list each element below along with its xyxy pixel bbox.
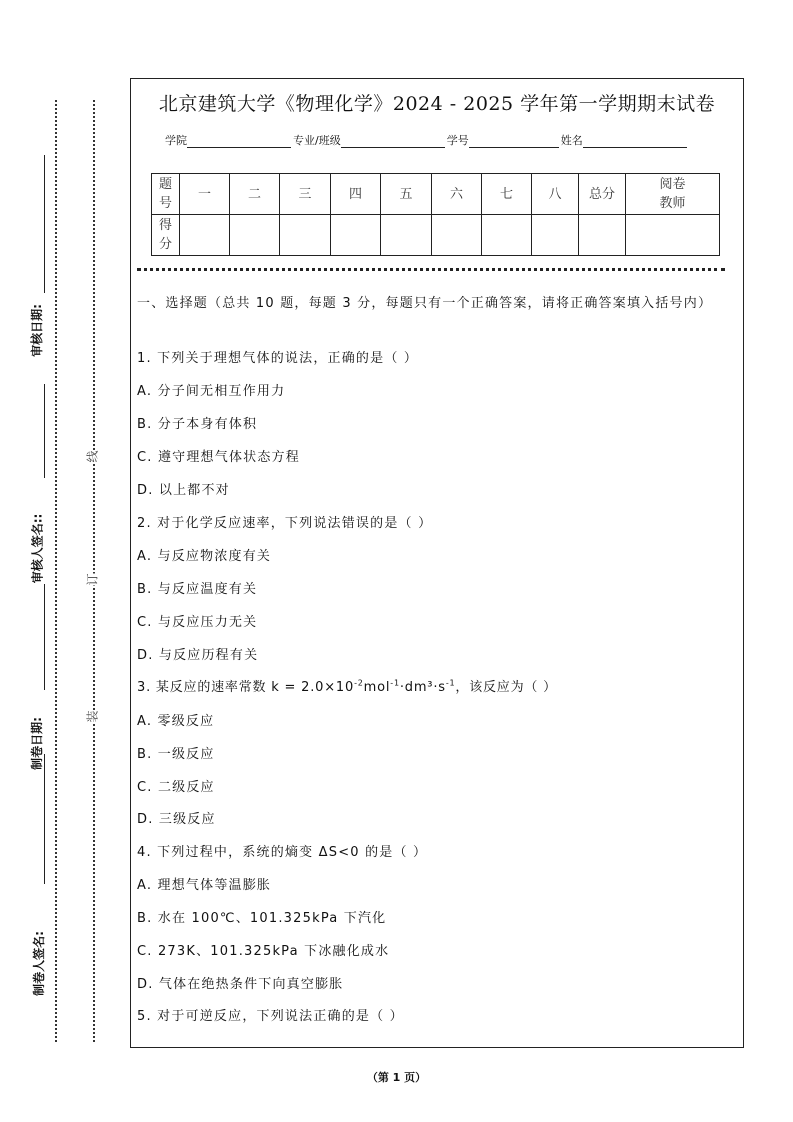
score-cell[interactable]	[230, 215, 280, 256]
dotted-cut-line	[55, 100, 57, 1042]
prepare-date-blank	[44, 584, 45, 690]
option: C. 遵守理想气体状态方程	[137, 450, 300, 465]
table-row	[152, 174, 720, 215]
table-header-cell: 总分	[579, 174, 626, 215]
table-header-cell: 题 号	[152, 174, 180, 215]
table-header-cell: 七	[482, 174, 532, 215]
question-stem: 2. 对于化学反应速率，下列说法错误的是（ ）	[137, 516, 433, 531]
question-stem: 4. 下列过程中，系统的熵变 ΔS<0 的是（ ）	[137, 845, 428, 860]
score-cell[interactable]	[180, 215, 230, 256]
college-field[interactable]	[187, 135, 291, 148]
option: D. 三级反应	[137, 812, 216, 827]
table-header-cell: 八	[532, 174, 579, 215]
preparer-signature-blank	[44, 754, 45, 884]
student-id-label: 学号	[446, 134, 469, 147]
option: B. 分子本身有体积	[137, 417, 258, 432]
score-cell[interactable]	[432, 215, 482, 256]
table-header-cell: 五	[381, 174, 432, 215]
preparer-signature-label: 制卷人签名:	[31, 931, 46, 996]
student-id-field[interactable]	[469, 135, 559, 148]
option: C. 273K、101.325kPa 下冰融化成水	[137, 944, 390, 959]
reviewer-signature-blank	[44, 384, 45, 478]
binding-mark-order: 订	[85, 573, 100, 586]
score-table	[151, 173, 720, 256]
dotted-separator	[137, 268, 725, 271]
review-date-label: 审核日期:	[29, 304, 44, 357]
score-cell[interactable]	[482, 215, 532, 256]
name-label: 姓名	[560, 134, 583, 147]
reviewer-signature-label: 审核人签名::	[30, 513, 45, 584]
table-header-cell: 二	[230, 174, 280, 215]
section-heading: 一、选择题（总共 10 题，每题 3 分，每题只有一个正确答案，请将正确答案填入括号内）	[137, 296, 713, 311]
table-header-cell: 三	[280, 174, 331, 215]
question-stem: 3. 某反应的速率常数 $k = 2.0\times 10^{-2}mol^{-1}\cdot dm^3\cdot s^{-1}$，该反应为（ ）	[137, 678, 557, 695]
option: A. 零级反应	[137, 714, 215, 729]
dotted-binding-line	[93, 100, 95, 1042]
table-header-cell: 四	[331, 174, 381, 215]
table-header-cell: 阅卷 教师	[626, 174, 720, 215]
college-label: 学院	[165, 134, 187, 147]
name-field[interactable]	[583, 135, 687, 148]
option: A. 分子间无相互作用力	[137, 384, 286, 399]
table-row	[152, 215, 720, 256]
question-stem: 1. 下列关于理想气体的说法，正确的是（ ）	[137, 351, 419, 366]
binding-mark-bind: 装	[85, 710, 100, 723]
major-class-field[interactable]	[341, 135, 445, 148]
option: B. 一级反应	[137, 747, 215, 762]
prepare-date-label: 制卷日期:	[29, 717, 44, 770]
exam-title: 北京建筑大学《物理化学》2024 - 2025 学年第一学期期末试卷	[158, 93, 716, 115]
student-info	[165, 132, 689, 148]
option: D. 与反应历程有关	[137, 648, 259, 663]
table-header-cell: 得 分	[152, 215, 180, 256]
score-cell[interactable]	[626, 215, 720, 256]
score-cell[interactable]	[381, 215, 432, 256]
score-cell[interactable]	[331, 215, 381, 256]
option: A. 与反应物浓度有关	[137, 549, 272, 564]
score-cell[interactable]	[579, 215, 626, 256]
option: A. 理想气体等温膨胀	[137, 878, 272, 893]
question-stem: 5. 对于可逆反应，下列说法正确的是（ ）	[137, 1009, 404, 1024]
option: B. 与反应温度有关	[137, 582, 258, 597]
option: D. 以上都不对	[137, 483, 230, 498]
table-header-cell: 一	[180, 174, 230, 215]
score-cell[interactable]	[532, 215, 579, 256]
option: C. 二级反应	[137, 780, 215, 795]
table-header-cell: 六	[432, 174, 482, 215]
page-number: （第 1 页）	[366, 1071, 427, 1084]
binding-mark-line: 线	[85, 450, 100, 463]
exam-frame	[130, 78, 744, 1048]
review-date-blank	[44, 155, 45, 293]
option: B. 水在 100℃、101.325kPa 下汽化	[137, 911, 387, 926]
option: D. 气体在绝热条件下向真空膨胀	[137, 977, 344, 992]
option: C. 与反应压力无关	[137, 615, 258, 630]
major-class-label: 专业/班级	[293, 134, 341, 147]
score-cell[interactable]	[280, 215, 331, 256]
